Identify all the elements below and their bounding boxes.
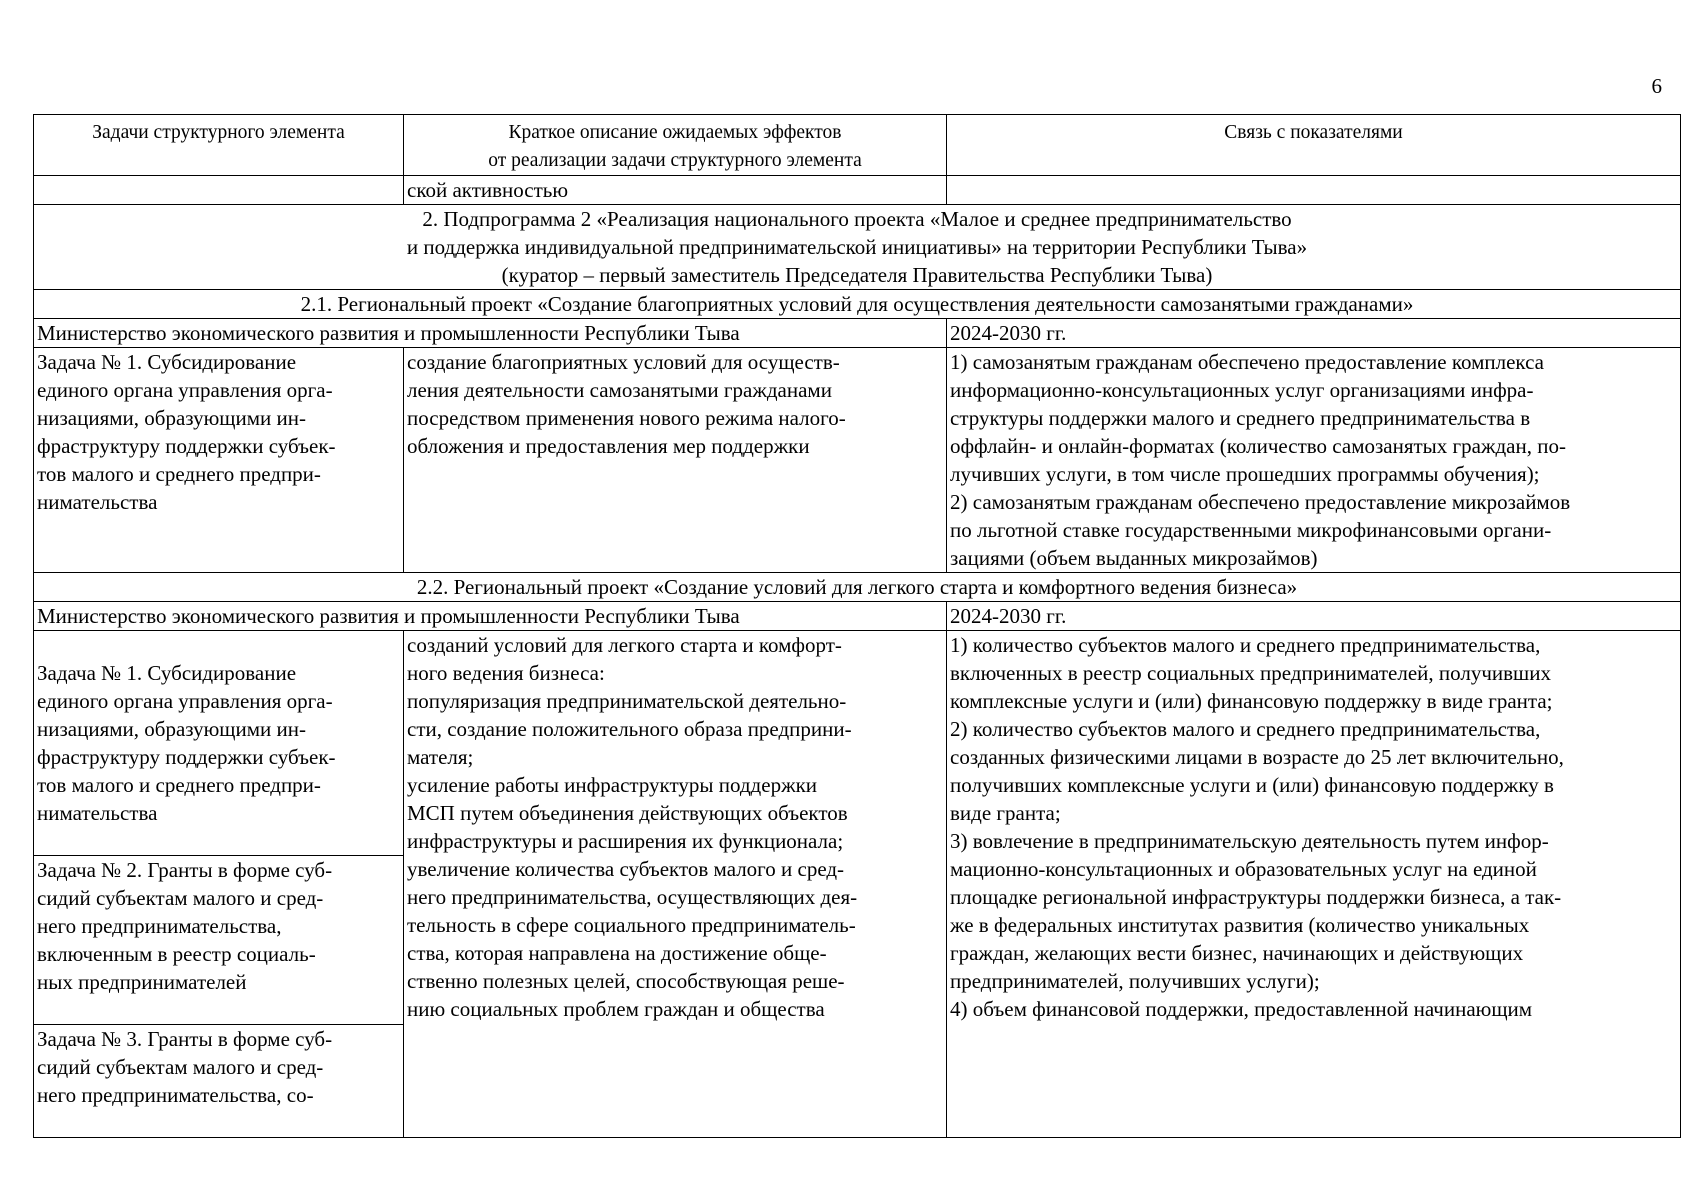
header-effects: Краткое описание ожидаемых эффектов от реализации задачи структурного элемента [404, 115, 947, 176]
subprogram-heading-row [34, 205, 1681, 290]
task-cell: Задача № 1. Субсидирование единого органа управления орга- низациями, образующими ин- фраструктуру поддержки субъек- тов малого и среднего предпри- нимательства [34, 348, 404, 573]
responsible-row [34, 602, 1681, 631]
task-row [34, 631, 1681, 1138]
continuation-empty-cell [34, 176, 404, 205]
continuation-empty-cell [947, 176, 1681, 205]
implementation-period: 2024-2030 гг. [947, 602, 1681, 631]
continuation-cell: ской активностью [404, 176, 947, 205]
task-row [34, 348, 1681, 573]
project-heading: 2.1. Региональный проект «Создание благоприятных условий для осуществления деятельности самозанятыми гражданами» [34, 290, 1681, 319]
subprogram-heading: 2. Подпрограмма 2 «Реализация национального проекта «Малое и среднее предпринимательство и поддержка индивидуальной предпринимательской инициативы» на территории Республики Тыва» (куратор – первый заместитель Председателя Правительства Республики Тыва) [34, 205, 1681, 290]
responsible-ministry: Министерство экономического развития и промышленности Республики Тыва [34, 602, 947, 631]
header-indicators: Связь с показателями [947, 115, 1681, 176]
indicators-cell: 1) количество субъектов малого и среднего предпринимательства, включенных в реестр социальных предпринимателей, получивших комплексные услуги и (или) финансовую поддержку в виде гранта; 2) количество субъектов малого и среднего предпринимательства, созданных физическими лицами в возрасте до 25 лет включительно, получивших комплексные услуги и (или) финансовую поддержку в виде гранта; 3) вовлечение в предпринимательскую деятельность путем инфор- мационно-консультационных и образовательных услуг на единой площадке региональной инфраструктуры поддержки бизнеса, а так- же в федеральных институтах развития (количество уникальных граждан, желающих вести бизнес, начинающих и действующих предпринимателей, получивших услуги); 4) объем финансовой поддержки, предоставленной начинающим [947, 631, 1681, 1138]
responsible-ministry: Министерство экономического развития и промышленности Республики Тыва [34, 319, 947, 348]
tasks-cell [34, 631, 404, 1138]
project-heading-row [34, 573, 1681, 602]
task-item: Задача № 2. Гранты в форме суб- сидий субъектам малого и сред- него предпринимательства, включенным в реестр социаль- ных предпринимателей [34, 855, 403, 996]
indicators-cell: 1) самозанятым гражданам обеспечено предоставление комплекса информационно-консультационных услуг организациями инфра- структуры поддержки малого и среднего предпринимательства в оффлайн- и онлайн-форматах (количество самозанятых граждан, по- лучивших услуги, в том числе прошедших программы обучения); 2) самозанятым гражданам обеспечено предоставление микрозаймов по льготной ставке государственными микрофинансовыми органи- зациями (объем выданных микрозаймов) [947, 348, 1681, 573]
project-heading-row [34, 290, 1681, 319]
task-item: Задача № 3. Гранты в форме суб- сидий субъектам малого и сред- него предпринимательства, со- [34, 1024, 403, 1109]
continuation-row [34, 176, 1681, 205]
effects-cell: созданий условий для легкого старта и комфорт- ного ведения бизнеса: популяризация предпринимательской деятельно- сти, создание положительного образа предприни- мателя; усиление работы инфраструктуры поддержки МСП путем объединения действующих объектов инфраструктуры и расширения их функционала; увеличение количества субъектов малого и сред- него предпринимательства, осуществляющих дея- тельность в сфере социального предприниматель- ства, которая направлена на достижение обще- ственно полезных целей, способствующая реше- нию социальных проблем граждан и общества [404, 631, 947, 1138]
effects-cell: создание благоприятных условий для осуществ- ления деятельности самозанятыми гражданами посредством применения нового режима налого- обложения и предоставления мер поддержки [404, 348, 947, 573]
project-heading: 2.2. Региональный проект «Создание условий для легкого старта и комфортного ведения бизнеса» [34, 573, 1681, 602]
responsible-row [34, 319, 1681, 348]
structural-elements-table [33, 114, 1681, 1138]
implementation-period: 2024-2030 гг. [947, 319, 1681, 348]
header-tasks: Задачи структурного элемента [34, 115, 404, 176]
page-number: 6 [1651, 74, 1662, 98]
task-item: Задача № 1. Субсидирование единого органа управления орга- низациями, образующими ин- фраструктуру поддержки субъек- тов малого и среднего предпри- нимательства [37, 661, 336, 825]
table-header-row [34, 115, 1681, 176]
